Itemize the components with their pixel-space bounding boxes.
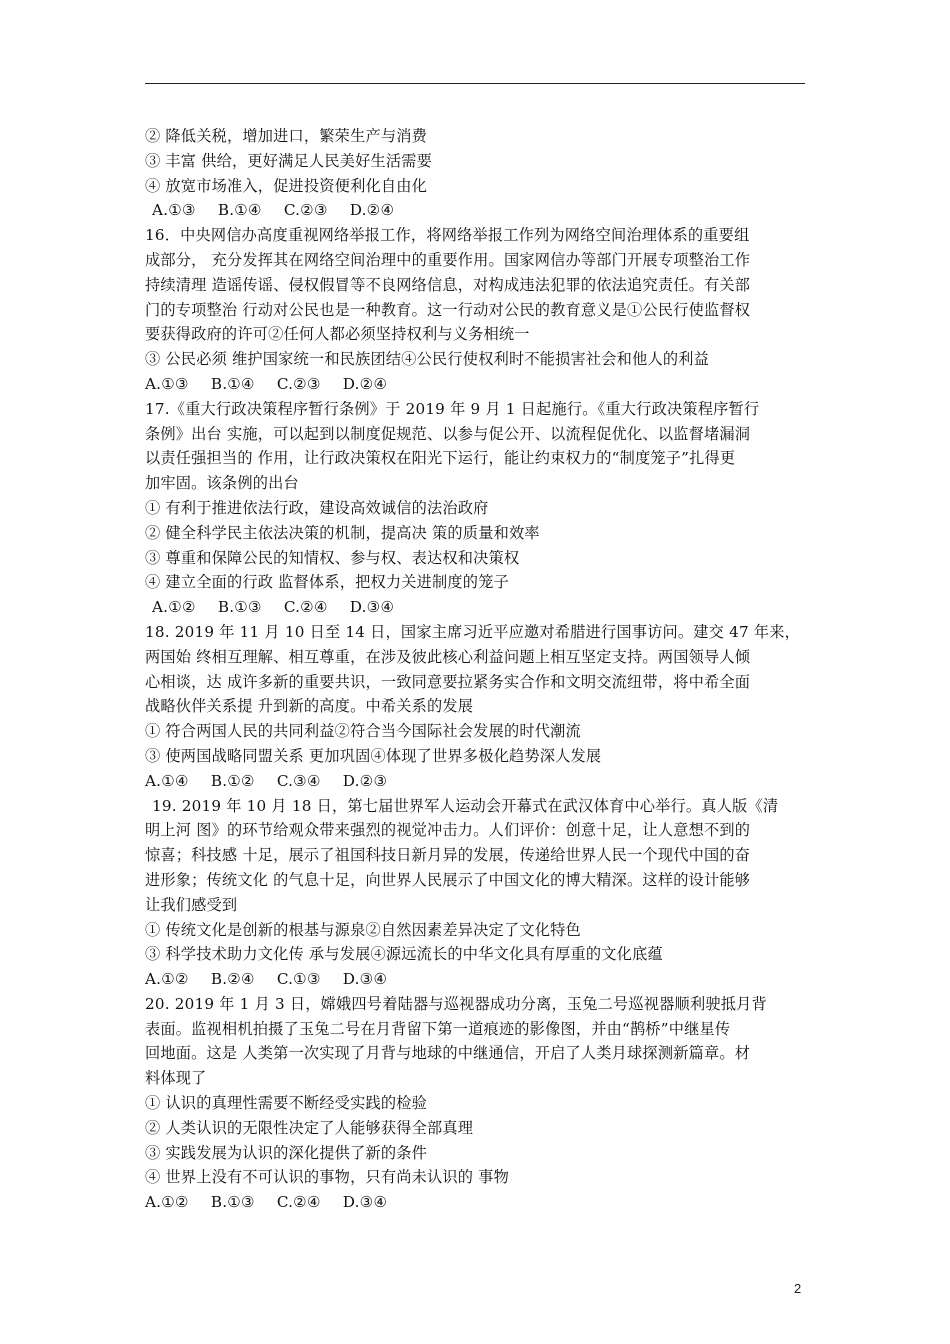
text-line: 战略伙伴关系提 升到新的高度。中希关系的发展 xyxy=(145,697,474,716)
text-line: ④ 建立全面的行政 监督体系，把权力关进制度的笼子 xyxy=(145,573,509,592)
option: C.②④ xyxy=(283,598,328,617)
text-line: ② 降低关税，增加进口，繁荣生产与消费 xyxy=(145,127,428,145)
text-line: ③ 尊重和保障公民的知情权、参与权、表达权和决策权 xyxy=(145,548,520,567)
text-line: 心相谈，达 成许多新的重要共识，一致同意要拉紧务实合作和文明交流纽带，将中希全面 xyxy=(145,672,751,691)
option: D.③④ xyxy=(349,598,395,617)
option: C.②③ xyxy=(276,374,321,393)
options-q17 xyxy=(145,595,815,620)
option: B.①③ xyxy=(210,1193,255,1212)
text-line: 回地面。这是 人类第一次实现了月背与地球的中继通信，开启了人类月球探测新篇章。材 xyxy=(145,1044,751,1063)
option: D.②④ xyxy=(342,374,388,393)
option: D.③④ xyxy=(342,1193,388,1212)
option: B.①④ xyxy=(210,374,255,393)
options-q18 xyxy=(145,769,815,794)
text-line: ③ 丰富 供给，更好满足人民美好生活需要 xyxy=(145,151,433,170)
text-line: 料体现了 xyxy=(145,1069,207,1088)
option: A.①③ xyxy=(152,201,196,220)
text-line: 以责任强担当的 作用，让行政决策权在阳光下运行，能让约束权力的“制度笼子”扎得更 xyxy=(145,449,736,468)
text-line: ③ 使两国战略同盟关系 更加巩固④体现了世界多极化趋势深人发展 xyxy=(145,746,602,765)
text-line: ① 认识的真理性需要不断经受实践的检验 xyxy=(145,1094,428,1113)
page-number: 2 xyxy=(794,1281,802,1296)
option: A.①② xyxy=(152,598,196,617)
text-line: ④ 世界上没有不可认识的事物，只有尚未认识的 事物 xyxy=(145,1168,509,1187)
text-line: ③ 实践发展为认识的深化提供了新的条件 xyxy=(145,1143,428,1162)
question-17: 17.《重大行政决策程序暂行条例》于 2019 年 9 月 1 日起施行。《重大行政决策程序暂行 xyxy=(145,399,760,418)
option: D.②④ xyxy=(349,201,395,220)
text-line: 加牢固。该条例的出台 xyxy=(145,474,299,493)
text-line: 条例》出台 实施，可以起到以制度促规范、以参与促公开、以流程促优化、以监督堵漏洞 xyxy=(145,424,751,443)
page-content xyxy=(145,124,815,1215)
option: A.①② xyxy=(145,970,189,989)
question-16: 16．中央网信办高度重视网络举报工作，将网络举报工作列为网络空间治理体系的重要组 xyxy=(145,226,750,245)
option: C.③④ xyxy=(276,771,321,790)
text-line: ② 健全科学民主依法决策的机制，提高决 策的质量和效率 xyxy=(145,523,540,542)
text-line: 成部分， 充分发挥其在网络空间治理中的重要作用。国家网信办等部门开展专项整治工作 xyxy=(145,250,751,269)
option: C.②④ xyxy=(276,1193,321,1212)
option: B.①④ xyxy=(217,201,262,220)
options-q19 xyxy=(145,967,815,992)
text-line: ① 符合两国人民的共同利益②符合当今国际社会发展的时代潮流 xyxy=(145,722,581,741)
question-20: 20. 2019 年 1 月 3 日，嫦娥四号着陆器与巡视器成功分离，玉兔二号巡视器顺利驶抵月背 xyxy=(145,994,767,1013)
text-line: ② 人类认识的无限性决定了人能够获得全部真理 xyxy=(145,1118,474,1137)
text-line: 门的专项整治 行动对公民也是一种教育。这一行动对公民的教育意义是①公民行使监督权 xyxy=(145,300,751,319)
option: B.①③ xyxy=(217,598,262,617)
option: C.②③ xyxy=(283,201,328,220)
text-line: 进形象；传统文化 的气息十足，向世界人民展示了中国文化的博大精深。这样的设计能够 xyxy=(145,870,751,889)
text-line: ③ 科学技术助力文化传 承与发展④源远流长的中华文化具有厚重的文化底蕴 xyxy=(145,945,663,964)
option: A.①④ xyxy=(145,771,189,790)
text-line: ③ 公民必须 维护国家统一和民族团结④公民行使权利时不能损害社会和他人的利益 xyxy=(145,350,710,369)
text-line: 持续清理 造谣传谣、侵权假冒等不良网络信息，对构成违法犯罪的依法追究责任。有关部 xyxy=(145,275,751,294)
question-19: 19. 2019 年 10 月 18 日，第七届世界军人运动会开幕式在武汉体育中心举行。真人版《清 xyxy=(152,796,779,815)
option: A.①③ xyxy=(145,374,189,393)
question-18: 18. 2019 年 11 月 10 日至 14 日，国家主席习近平应邀对希腊进行国事访问。建交 47 年来， xyxy=(145,622,801,641)
option: D.②③ xyxy=(342,771,388,790)
text-line: 表面。监视相机拍摄了玉兔二号在月背留下第一道痕迹的影像图，并由“鹊桥”中继星传 xyxy=(145,1019,731,1038)
header-rule xyxy=(145,83,805,84)
text-line: 惊喜；科技感 十足，展示了祖国科技日新月异的发展，传递给世界人民一个现代中国的奋 xyxy=(145,846,751,865)
options-q20 xyxy=(145,1190,815,1215)
options-q16 xyxy=(145,372,815,397)
text-line: ① 传统文化是创新的根基与源泉②自然因素差异决定了文化特色 xyxy=(145,920,581,939)
option: C.①③ xyxy=(276,970,321,989)
option: D.③④ xyxy=(342,970,388,989)
text-line: 让我们感受到 xyxy=(145,895,238,914)
text-line: ④ 放宽市场准入，促进投资便利化自由化 xyxy=(145,176,428,195)
text-line: 要获得政府的许可②任何人都必须坚持权利与义务相统一 xyxy=(145,325,530,344)
option: A.①② xyxy=(145,1193,189,1212)
options-q15 xyxy=(145,198,815,223)
text-line: 明上河 图》的环节给观众带来强烈的视觉冲击力。人们评价：创意十足，让人意想不到的 xyxy=(145,821,751,840)
text-line: ① 有利于推进依法行政，建设高效诚信的法治政府 xyxy=(145,498,489,517)
option: B.①② xyxy=(210,771,255,790)
option: B.②④ xyxy=(210,970,255,989)
text-line: 两国始 终相互理解、相互尊重，在涉及彼此核心利益问题上相互坚定支持。两国领导人倾 xyxy=(145,647,751,666)
